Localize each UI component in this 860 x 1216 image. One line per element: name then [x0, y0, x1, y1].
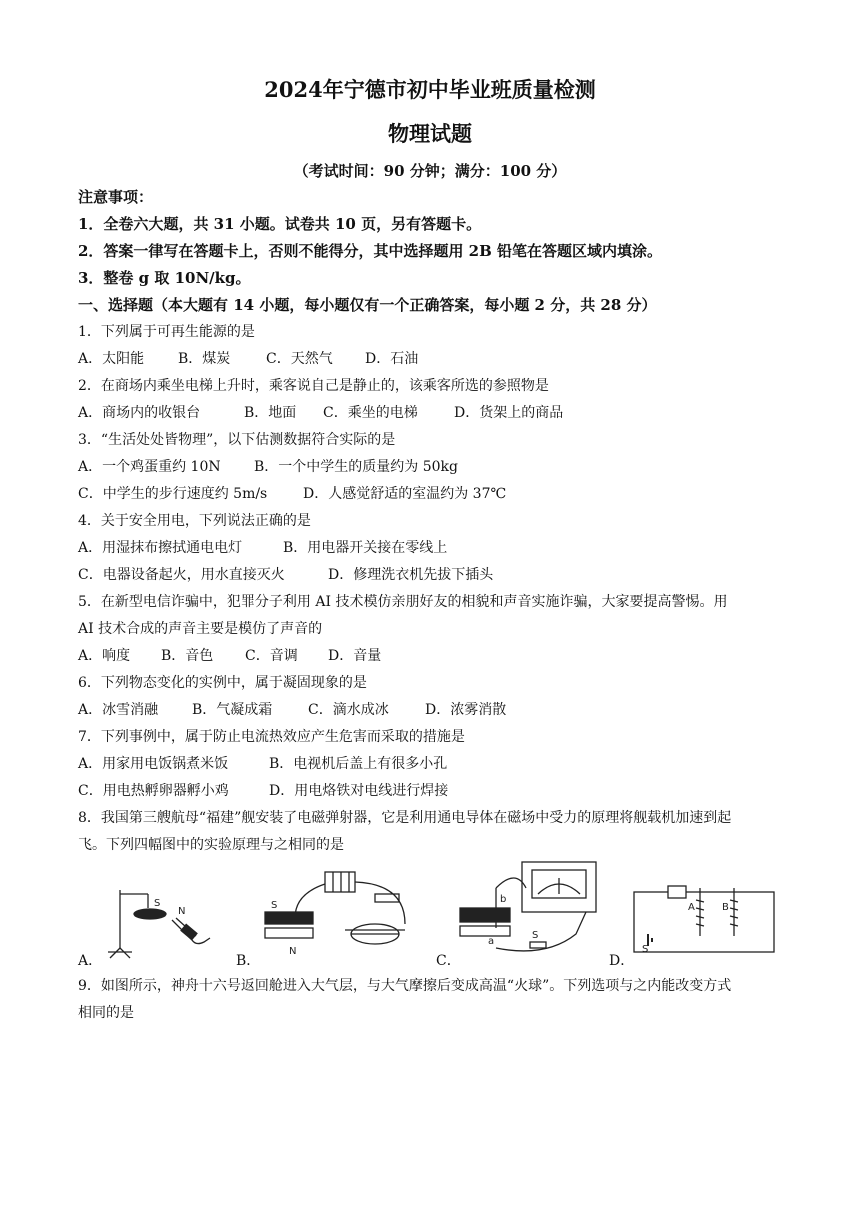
- question-options: [78, 457, 458, 477]
- option: A．用湿抹布擦拭通电电灯: [78, 540, 243, 556]
- question-stem-cont: 飞。下列四幅图中的实验原理与之相同的是: [78, 837, 344, 853]
- fig-d-label-a: A: [688, 902, 695, 913]
- question-options: [78, 700, 506, 720]
- option: D．用电烙铁对电线进行焊接: [269, 783, 449, 799]
- notice-item: 1．全卷六大题，共 31 小题。试卷共 10 页，另有答题卡。: [78, 215, 482, 233]
- option: C．音调: [245, 648, 298, 664]
- exam-subject: 物理试题: [388, 121, 472, 146]
- option: B．地面: [244, 405, 297, 421]
- option: B．气凝成霜: [192, 702, 273, 718]
- option: A．一个鸡蛋重约 10N: [78, 459, 221, 475]
- question-stem-cont: AI 技术合成的声音主要是模仿了声音的: [78, 621, 323, 637]
- notice-heading: 注意事项：: [78, 188, 154, 206]
- option: A．响度: [78, 648, 131, 664]
- option: C．乘坐的电梯: [323, 405, 418, 421]
- figure-b: [255, 864, 415, 960]
- question-options: [78, 484, 506, 504]
- option: C．用电热孵卵器孵小鸡: [78, 783, 229, 799]
- question-options: [78, 403, 563, 423]
- question-stem: 1．下列属于可再生能源的是: [78, 324, 255, 340]
- figure-d: [628, 876, 778, 962]
- question-stem: 2．在商场内乘坐电梯上升时，乘客说自己是静止的，该乘客所选的参照物是: [78, 378, 549, 394]
- fig-d-label-s: S: [642, 944, 649, 955]
- option: D．货架上的商品: [454, 405, 564, 421]
- notice-item: 3．整卷 g 取 10N/kg。: [78, 269, 251, 287]
- fig-c-label-a: a: [488, 936, 495, 947]
- figure-label: B．: [236, 953, 261, 969]
- question-stem: 3．“生活处处皆物理”，以下估测数据符合实际的是: [78, 432, 396, 448]
- option: B．音色: [161, 648, 214, 664]
- option: D．浓雾消散: [425, 702, 507, 718]
- option: A．用家用电饭锅煮米饭: [78, 756, 229, 772]
- option: C．电器设备起火，用水直接灭火: [78, 567, 285, 583]
- option: C．中学生的步行速度约 5m/s: [78, 486, 268, 502]
- fig-b-label-n: N: [289, 946, 297, 957]
- question-stem: 6．下列物态变化的实例中，属于凝固现象的是: [78, 675, 367, 691]
- question-stem: 8．我国第三艘航母“福建”舰安装了电磁弹射器，它是利用通电导体在磁场中受力的原理将舰载机加速到起: [78, 810, 732, 826]
- notice-item: 2．答案一律写在答题卡上，否则不能得分，其中选择题用 2B 铅笔在答题区域内填涂。: [78, 242, 663, 260]
- figure-label: A．: [78, 953, 103, 969]
- option: A．冰雪消融: [78, 702, 159, 718]
- exam-info: （考试时间：90 分钟；满分：100 分）: [293, 162, 567, 180]
- fig-a-label-n: N: [178, 906, 186, 917]
- figure-label: D．: [609, 953, 635, 969]
- option: D．石油: [365, 351, 419, 367]
- option: B．电视机后盖上有很多小孔: [269, 756, 448, 772]
- figure-c: [456, 858, 606, 962]
- section-heading: 一、选择题（本大题有 14 小题，每小题仅有一个正确答案，每小题 2 分，共 28 分）: [78, 296, 657, 314]
- question-options: [78, 538, 447, 558]
- option: C．滴水成冰: [308, 702, 389, 718]
- option: C．天然气: [266, 351, 333, 367]
- question-options: [78, 646, 381, 666]
- option: B．一个中学生的质量约为 50kg: [254, 459, 458, 475]
- fig-c-label-s: S: [532, 930, 539, 941]
- exam-title: 2024年宁德市初中毕业班质量检测: [264, 77, 596, 102]
- question-stem: 5．在新型电信诈骗中，犯罪分子利用 AI 技术模仿亲朋好友的相貌和声音实施诈骗，大家要提高警惕。用: [78, 594, 728, 610]
- figure-label: C．: [436, 953, 461, 969]
- option: A．太阳能: [78, 351, 145, 367]
- figure-a: [100, 880, 220, 960]
- option: D．音量: [328, 648, 382, 664]
- option: B．用电器开关接在零线上: [283, 540, 448, 556]
- fig-a-label-s: S: [154, 898, 161, 909]
- question-options: [78, 781, 448, 801]
- question-stem-cont: 相同的是: [78, 1005, 134, 1021]
- option: D．人感觉舒适的室温约为 37℃: [303, 486, 507, 502]
- option: B．煤炭: [178, 351, 231, 367]
- fig-c-label-b: b: [500, 894, 507, 905]
- question-options: [78, 349, 418, 369]
- option: A．商场内的收银台: [78, 405, 201, 421]
- fig-b-label-s: S: [271, 900, 278, 911]
- question-stem: 7．下列事例中，属于防止电流热效应产生危害而采取的措施是: [78, 729, 465, 745]
- option: D．修理洗衣机先拔下插头: [328, 567, 494, 583]
- question-stem: 9．如图所示，神舟十六号返回舱进入大气层，与大气摩擦后变成高温“火球”。下列选项与之内能改变方式: [78, 978, 732, 994]
- question-options: [78, 565, 493, 585]
- question-stem: 4．关于安全用电，下列说法正确的是: [78, 513, 311, 529]
- fig-d-label-b: B: [722, 902, 729, 913]
- question-options: [78, 754, 447, 774]
